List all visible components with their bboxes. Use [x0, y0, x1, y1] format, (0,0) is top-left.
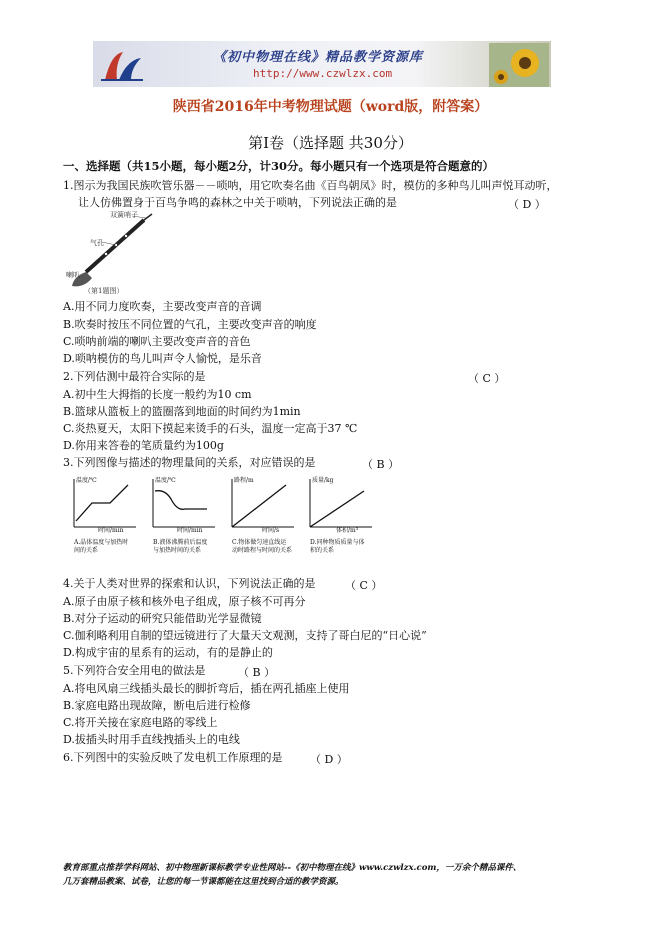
q2-option-d: D.你用来答卷的笔质量约为100g — [63, 439, 224, 452]
q3-answer: （ B ） — [362, 458, 400, 471]
q5-option-a: A.将电风扇三线插头最长的脚折弯后，插在两孔插座上使用 — [63, 682, 350, 695]
q5-stem: 5.下列符合安全用电的做法是 — [63, 664, 206, 677]
q4-stem: 4.关于人类对世界的探索和认识，下列说法正确的是 — [63, 577, 316, 590]
document-title: 陕西省2016年中考物理试题（word版，附答案） — [172, 99, 489, 115]
q1-figure-caption: （第1题图） — [84, 287, 124, 295]
q3-graph-b — [145, 475, 217, 567]
q2-option-b: B.篮球从篮板上的篮圈落到地面的时间约为1min — [63, 405, 301, 418]
q1-option-a: A.用不同力度吹奏，主要改变声音的音调 — [63, 300, 262, 313]
q1-option-b: B.吹奏时按压不同位置的气孔，主要改变声音的响度 — [63, 318, 317, 331]
q1-stem-line1: 1.图示为我国民族吹管乐器－－唢呐，用它吹奏名曲《百鸟朝凤》时，模仿的多种鸟儿叫声悦耳动听， — [63, 179, 558, 192]
banner-url[interactable]: http://www.czwlzx.com — [253, 67, 393, 80]
q3-stem: 3.下列图像与描述的物理量间的关系，对应错误的是 — [63, 456, 316, 469]
site-logo — [97, 46, 147, 84]
q5-answer: （ B ） — [238, 666, 276, 679]
header-banner — [93, 41, 551, 87]
q1-label-hole: 气孔 — [90, 239, 104, 247]
q1-stem-line2: 让人仿佛置身于百鸟争鸣的森林之中关于唢呐，下列说法正确的是 — [78, 196, 397, 209]
q2-stem: 2.下列估测中最符合实际的是 — [63, 370, 206, 383]
graph-a-xlabel: 时间/min — [98, 527, 124, 534]
graph-b-caption: B.液体沸腾前后温度与加热时间的关系 — [153, 539, 208, 554]
page-footer — [63, 861, 623, 889]
q1-option-d: D.唢呐模仿的鸟儿叫声令人愉悦，是乐音 — [63, 352, 262, 365]
graph-c-ylabel: 路程/m — [234, 477, 254, 484]
q6-stem: 6.下列图中的实验反映了发电机工作原理的是 — [63, 751, 283, 764]
q3-graph-a — [66, 475, 138, 567]
q2-option-a: A.初中生大拇指的长度一般约为10 cm — [63, 388, 252, 401]
graph-a-caption: A.晶体温度与加热时间的关系 — [74, 539, 129, 554]
q2-option-c: C.炎热夏天，太阳下摸起来烫手的石头，温度一定高于37 ℃ — [63, 422, 358, 435]
footer-line2: 几万套精品教案、试卷，让您的每一节课都能在这里找到合适的教学资源。 — [63, 877, 344, 887]
q6-answer: （ D ） — [310, 753, 348, 766]
graph-a-ylabel: 温度/℃ — [76, 477, 97, 484]
q1-label-bell: 喇叭 — [66, 271, 80, 279]
q4-option-d: D.构成宇宙的星系有的运动，有的是静止的 — [63, 646, 273, 659]
q4-answer: （ C ） — [345, 579, 383, 592]
q3-graph-c — [224, 475, 296, 567]
graph-c-xlabel: 时间/s — [262, 527, 280, 534]
q3-graph-d — [302, 475, 374, 567]
q5-option-d: D.拔插头时用手直线拽插头上的电线 — [63, 733, 240, 746]
graph-d-ylabel: 质量/kg — [312, 477, 334, 484]
part-title: 第Ⅰ卷（选择题 共30分） — [248, 134, 413, 152]
banner-title: 《初中物理在线》精品教学资源库 — [213, 50, 424, 65]
graph-b-ylabel: 温度/℃ — [155, 477, 176, 484]
q1-option-c: C.唢呐前端的喇叭主要改变声音的音色 — [63, 335, 251, 348]
graph-d-caption: D.同种物质质量与体积的关系 — [310, 539, 365, 554]
q2-answer: （ C ） — [468, 372, 506, 385]
section-heading: 一、选择题（共15小题，每小题2分，计30分。每小题只有一个选项是符合题意的） — [63, 159, 495, 173]
suona-diagram — [66, 212, 156, 294]
q4-option-b: B.对分子运动的研究只能借助光学显微镜 — [63, 612, 262, 625]
q1-label-reed: 双簧哨子 — [110, 211, 138, 219]
q5-option-b: B.家庭电路出现故障，断电后进行检修 — [63, 699, 251, 712]
graph-b-xlabel: 时间/min — [177, 527, 203, 534]
q1-answer: （ D ） — [508, 198, 546, 211]
graph-c-caption: C.物体做匀速直线运动时路程与时间的关系 — [232, 539, 293, 554]
q1-figure — [66, 212, 156, 294]
sunflower-image — [489, 43, 549, 87]
q4-option-c: C.伽利略利用自制的望远镜进行了大量天文观测，支持了哥白尼的“日心说” — [63, 629, 427, 642]
q4-option-a: A.原子由原子核和核外电子组成，原子核不可再分 — [63, 595, 306, 608]
footer-line1: 教育部重点推荐学科网站、初中物理新课标教学专业性网站--《初中物理在线》www.czwlzx.com，一万余个精品课件、 — [63, 863, 522, 873]
q5-option-c: C.将开关接在家庭电路的零线上 — [63, 716, 218, 729]
graph-c-plot — [224, 475, 296, 535]
graph-d-xlabel: 体积/m³ — [336, 527, 359, 534]
